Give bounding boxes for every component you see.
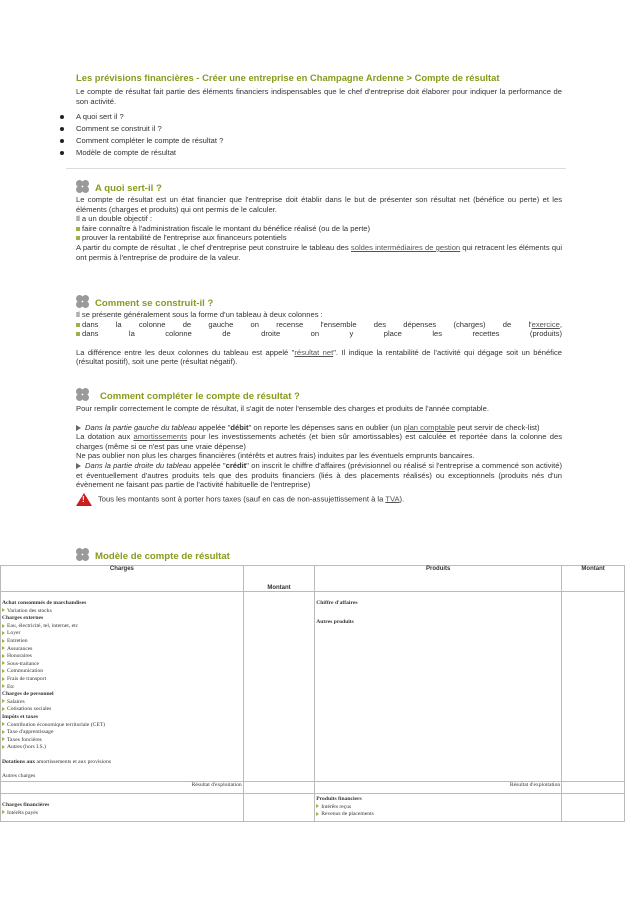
charges-item: Cotisations sociales [2,706,242,714]
triangle-bullet-icon [2,722,5,726]
clover-icon [76,180,92,194]
s3-right-part: Dans la partie droite du tableau appelée "crédit" on inscrit le chiffre d'affaires (prévisionnel ou réalisé si l'entreprise a commencé son activité) et éventuellement d'autres produits tels que des produits financiers (liés à des placements réalisés) ou exceptionnels (produits nés d'un évènement ne faisant pas partie de l'activité habituelle de l'entreprise) [76,460,562,490]
table-of-contents [60,111,223,159]
square-bullet-icon [76,227,80,231]
table-row-resultat-exploitation [1,782,625,794]
autres-produits-line: Autres produits [316,618,354,625]
triangle-bullet-icon [2,677,5,681]
triangle-bullet-icon [2,631,5,635]
charges-item: Salaires [2,699,242,707]
square-bullet-icon [76,236,80,240]
charges-item: Communication [2,668,242,676]
header-montant-2: Montant [562,566,625,592]
charges-item: Eau, électricité, tel, internet, etc [2,623,242,631]
table-header-row [1,566,625,592]
resultat-exploitation-right: Résultat d'exploitation [315,782,562,794]
section-1-body [76,195,562,262]
s2-bullet-1: dans la colonne de gauche on recense l'ensemble des dépenses (charges) de l'exercice, [76,320,562,330]
header-produits: Produits [315,566,562,592]
s3-paragraph-3: Ne pas oublier non plus les charges financières (intérêts et autres frais) induites par les éventuels emprunts bancaires. [76,451,475,461]
produits-financiers-line: Produits financiers [316,796,362,803]
resultat-exploitation-left: Résultat d'exploitation [1,782,244,794]
toc-item[interactable]: A quoi sert il ? [60,111,223,123]
link-plan-comptable[interactable]: plan comptable [403,422,456,432]
charges-item: Variation des stocks [2,608,242,616]
section-3-body [76,404,562,506]
autres-charges-line: Autres charges [2,773,36,780]
triangle-bullet-icon [2,661,5,665]
charges-list [2,600,242,752]
charges-category: Charges externes [2,615,44,622]
section-heading-a-quoi-sert: A quoi sert-il ? [76,180,162,194]
toc-item[interactable]: Comment compléter le compte de résultat ? [60,135,223,147]
toc-item[interactable]: Modèle de compte de résultat [60,147,223,159]
s2-bullet-2: dans la colonne de droite on y place les recettes (produits) [76,329,562,339]
charges-item: Taxe d'apprentissage [2,729,242,737]
triangle-bullet-icon [2,608,5,612]
s1-bullet-1: faire connaître à l'administration fiscale le montant du bénéfice réalisé (ou de la perte) [76,224,562,234]
triangle-bullet-icon [2,646,5,650]
triangle-bullet-icon [2,730,5,734]
s2-paragraph-2: La différence entre les deux colonnes du tableau est appelé "résultat net". Il indique la rentabilité de l'activité qui dégage soit un bénéfice (résultat positif), soit une perte (résultat négatif). [76,347,562,367]
intro-text: Le compte de résultat fait partie des éléments financiers indispensables que le chef d'entreprise doit élaborer pour indiquer la performance de son activité. [76,87,562,106]
chiffre-affaires-line: Chiffre d'affaires [316,600,358,606]
charges-item: Sous-traitance [2,661,242,669]
bullet-icon [60,127,64,131]
triangle-bullet-icon [2,707,5,711]
s1-bullet-2: prouver la rentabilité de l'entreprise aux financeurs potentiels [76,233,562,243]
page-title: Les prévisions financières - Créer une entreprise en Champagne Ardenne > Compte de résultat [76,72,500,83]
header-charges: Charges [1,566,244,592]
header-montant: Montant [243,566,315,592]
link-soldes-intermediaires[interactable]: soldes intermédiaires de gestion [350,242,461,252]
montant-cell[interactable] [243,782,315,794]
s1-paragraph-2: Il a un double objectif : [76,214,152,224]
charges-category: Impôts et taxes [2,713,39,720]
charges-item: Taxes foncières [2,737,242,745]
bullet-icon [60,139,64,143]
triangle-bullet-icon [316,812,319,816]
section-heading-comment-completer: Comment compléter le compte de résultat ? [76,388,300,402]
s1-paragraph-1: Le compte de résultat est un état financier que l'entreprise doit établir dans le but de présenter son résultat net (bénéfice ou perte) et les éléments (charges et produits) qui ont permis de le calculer. [76,195,562,214]
charges-item: Etc [2,684,242,692]
triangle-bullet-icon [2,737,5,741]
triangle-bullet-icon [2,624,5,628]
montant-cell[interactable] [562,592,625,782]
interets-payes-line: Intérêts payés [2,810,242,818]
triangle-bullet-icon [2,684,5,688]
section-2-body [76,310,562,367]
triangle-bullet-icon [2,745,5,749]
triangle-bullet-icon [2,810,5,814]
section-heading-comment-construit: Comment se construit-il ? [76,295,213,309]
charges-exploitation-cell [1,592,244,782]
triangle-bullet-icon [2,639,5,643]
montant-cell[interactable] [243,794,315,822]
triangle-bullet-icon [2,699,5,703]
montant-cell[interactable] [562,782,625,794]
charges-item: Contribution économique territoriale (CET) [2,722,242,730]
clover-icon [76,388,92,402]
produits-exploitation-cell [315,592,562,782]
intro-block [76,87,562,106]
s3-warning: !Tous les montants sont à porter hors taxes (sauf en cas de non-assujettissement à la TVA). [76,493,562,506]
charges-financieres-cell [1,794,244,822]
s3-paragraph-2: La dotation aux amortissements pour les investissements achetés (et bien sûr amortissables) est calculée et reportée dans la colonne des charges (même si ce n'est pas une vraie dépense) [76,432,562,451]
bullet-icon [60,115,64,119]
charges-item: Entretien [2,638,242,646]
s3-paragraph-1: Pour remplir correctement le compte de résultat, il s'agit de noter l'ensemble des charges et produits de l'année comptable. [76,404,489,413]
s3-left-part: Dans la partie gauche du tableau appelée "débit" on reporte les dépenses sans en oublier (un plan comptable peut servir de check-list) [76,423,562,433]
charges-item: Loyer [2,630,242,638]
bullet-icon [60,151,64,155]
dotations-line: Dotations aux amortissements et aux provisions [2,758,111,765]
triangle-bullet-icon [2,654,5,658]
s2-paragraph-1: Il se présente généralement sous la forme d'un tableau à deux colonnes : [76,310,323,319]
square-bullet-icon [76,323,80,327]
clover-icon [76,548,92,562]
montant-cell[interactable] [243,592,315,782]
produits-financiers-cell [315,794,562,822]
charges-category: Charges de personnel [2,691,54,698]
table-row-exploitation [1,592,625,782]
s1-paragraph-3: A partir du compte de résultat , le chef d'entreprise peut construire le tableau des soldes intermédiaires de gestion qui retracent les éléments qui ont permis à l'entreprise de produire de la valeur. [76,242,562,262]
charges-item: Honoraires [2,653,242,661]
link-tva[interactable]: TVA [385,494,400,504]
arrow-bullet-icon [76,425,81,431]
link-amortissements[interactable]: amortissements [133,432,188,442]
section-heading-modele: Modèle de compte de résultat [76,548,230,562]
clover-icon [76,295,92,309]
charges-financieres-line: Charges financières [2,802,50,809]
link-exercice[interactable]: exercice [531,319,560,329]
charges-item: Autres (hors I.S.) [2,744,242,752]
charges-item: Assurances [2,646,242,654]
triangle-bullet-icon [316,804,319,808]
arrow-bullet-icon [76,463,81,469]
charges-item: Frais de transport [2,676,242,684]
interets-recus-line: Intérêts reçus [316,804,560,812]
table-row-financier [1,794,625,822]
toc-item[interactable]: Comment se construit il ? [60,123,223,135]
divider [66,168,566,169]
link-resultat-net[interactable]: résultat net [294,347,334,357]
montant-cell[interactable] [562,794,625,822]
square-bullet-icon [76,332,80,336]
triangle-bullet-icon [2,669,5,673]
income-statement-table [0,565,625,822]
charges-category: Achat consommés de marchandises [2,600,87,606]
revenus-placements-line: Revenus de placements [316,811,560,819]
warning-icon [76,493,92,506]
